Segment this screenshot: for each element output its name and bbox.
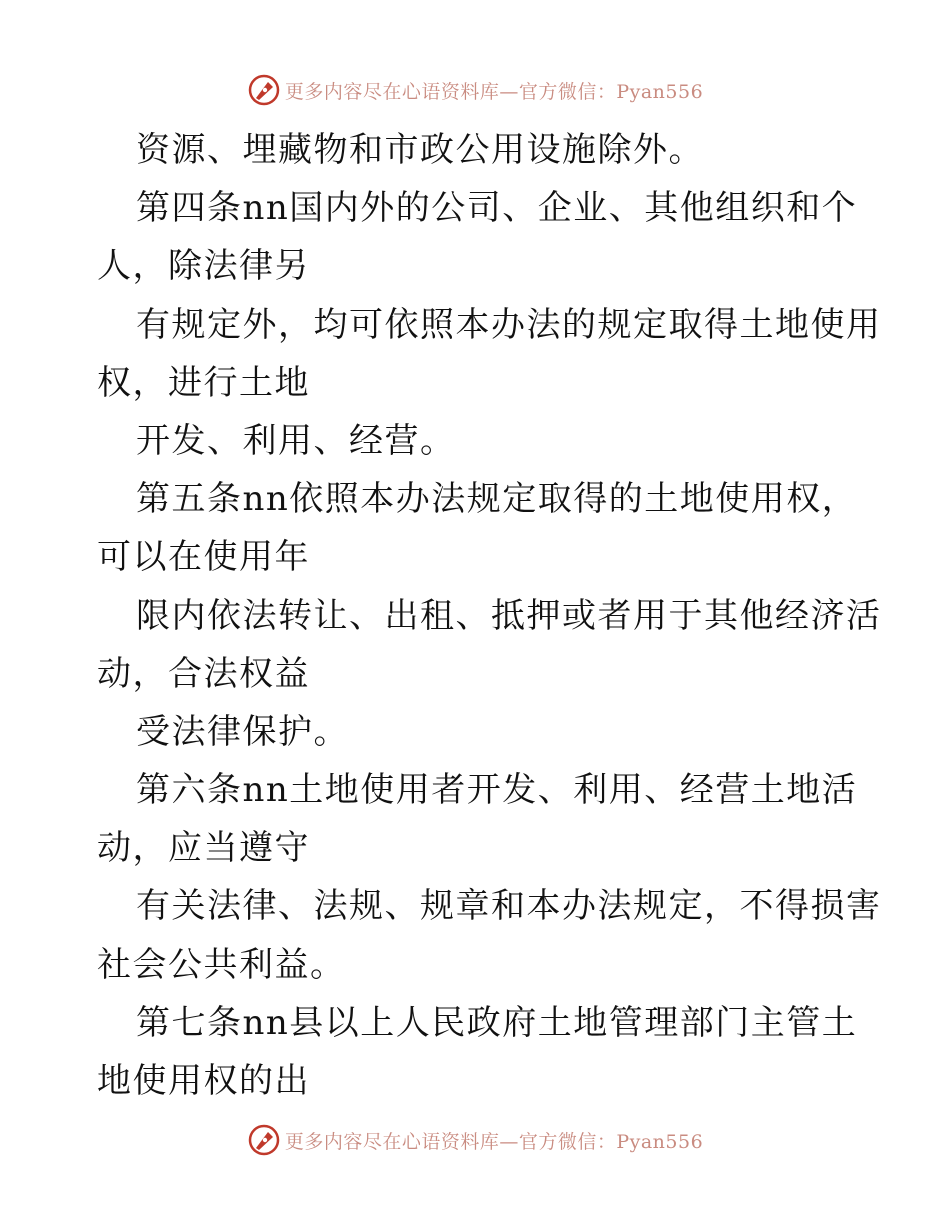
text-line: 资源、埋藏物和市政公用设施除外。 xyxy=(136,130,704,170)
text-line: 有关法律、法规、规章和本办法规定，不得损害 xyxy=(136,886,882,927)
text-line: 人，除法律另 xyxy=(97,246,310,287)
document-body xyxy=(97,121,882,1110)
text-line: 第四条nn国内外的公司、企业、其他组织和个 xyxy=(136,188,858,229)
text-line: 动，应当遵守 xyxy=(97,828,310,869)
footer-banner xyxy=(0,1120,950,1160)
text-line: 权，进行土地 xyxy=(97,362,310,403)
pen-nib-logo-icon xyxy=(247,1123,281,1157)
text-line: 社会公共利益。 xyxy=(97,944,346,985)
text-line: 有规定外，均可依照本办法的规定取得土地使用 xyxy=(136,304,882,345)
text-line: 第七条nn县以上人民政府土地管理部门主管土 xyxy=(136,1002,858,1043)
text-line: 可以在使用年 xyxy=(97,537,310,578)
text-line: 第六条nn土地使用者开发、利用、经营土地活 xyxy=(136,770,858,811)
text-line: 动，合法权益 xyxy=(97,653,310,694)
text-line: 第五条nn依照本办法规定取得的土地使用权， xyxy=(136,479,858,520)
text-line: 受法律保护。 xyxy=(136,711,349,752)
text-line: 限内依法转让、出租、抵押或者用于其他经济活 xyxy=(136,595,882,636)
pen-nib-logo-icon xyxy=(247,73,281,107)
footer-banner-text: 更多内容尽在心语资料库—官方微信：Pyan556 xyxy=(284,1130,704,1153)
text-line: 开发、利用、经营。 xyxy=(136,420,456,461)
header-banner-text: 更多内容尽在心语资料库—官方微信：Pyan556 xyxy=(284,80,704,103)
text-line: 地使用权的出 xyxy=(97,1061,310,1101)
header-banner xyxy=(0,70,950,110)
